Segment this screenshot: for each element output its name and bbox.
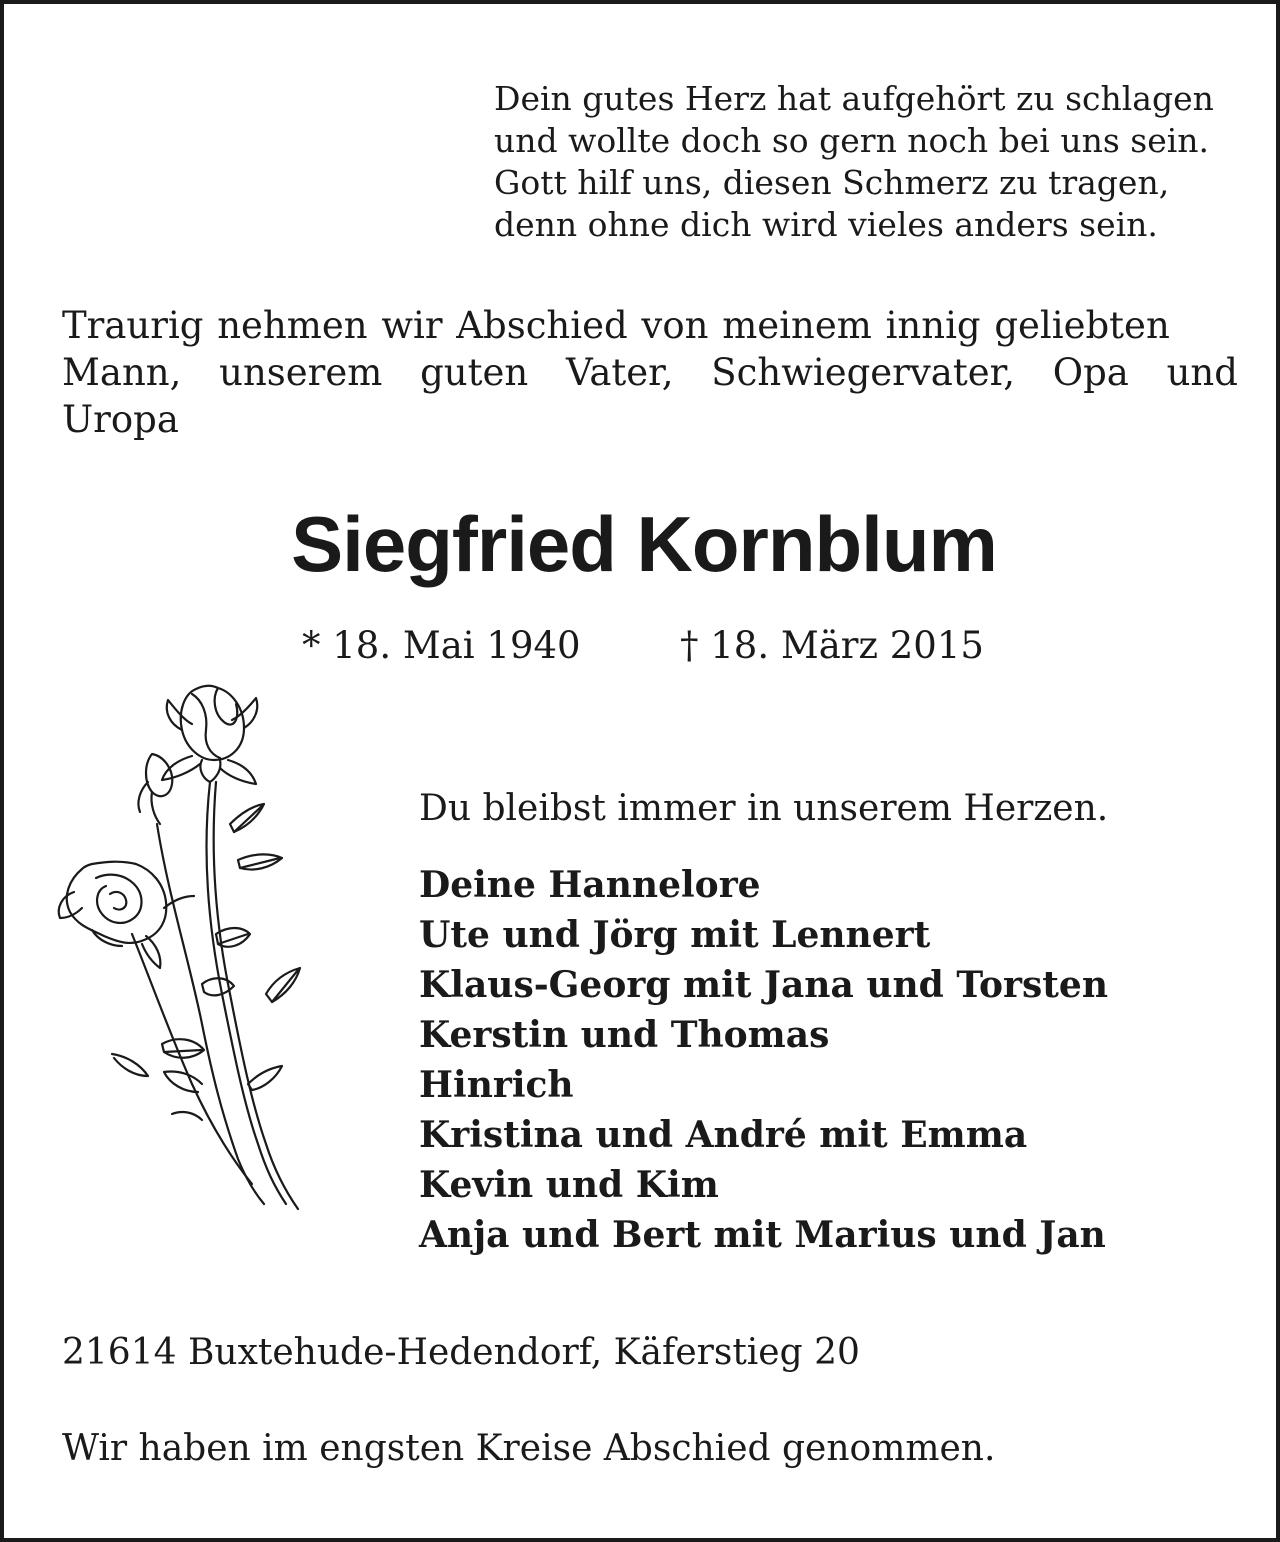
family-list [419,860,1108,1260]
poem-line: Gott hilf uns, diesen Schmerz zu tragen, [494,163,1170,202]
rose-illustration-icon [52,664,322,1224]
family-entry: Klaus-Georg mit Jana und Torsten [419,964,1108,1006]
intro-word: Opa [1052,351,1129,394]
intro-line-1: Traurig nehmen wir Abschied von meinem innig geliebten [62,304,1170,347]
address: 21614 Buxtehude-Hedendorf, Käferstieg 20 [62,1332,860,1373]
family-entry: Anja und Bert mit Marius und Jan [419,1214,1106,1256]
family-entry: Kristina und André mit Emma [419,1114,1028,1156]
intro-text [62,302,1238,443]
poem-line: und wollte doch so gern noch bei uns sein. [494,121,1210,160]
family-entry: Kerstin und Thomas [419,1014,830,1056]
poem-line: Dein gutes Herz hat aufgehört zu schlagen [494,79,1214,118]
family-entry: Ute und Jörg mit Lennert [419,914,931,956]
intro-word: Mann, [62,351,182,394]
intro-word: guten [420,351,529,394]
motto: Du bleibst immer in unserem Herzen. [419,788,1109,829]
death-date: † 18. März 2015 [680,624,984,667]
family-entry: Kevin und Kim [419,1164,719,1206]
family-entry: Deine Hannelore [419,864,761,906]
intro-word: unserem [219,351,383,394]
birth-date: * 18. Mai 1940 [302,624,581,667]
intro-word: und [1166,351,1238,394]
intro-line-3: Uropa [62,398,179,441]
poem-line: denn ohne dich wird vieles anders sein. [494,205,1158,244]
deceased-name: Siegfried Kornblum [291,500,997,588]
intro-word: Schwiegervater, [711,351,1015,394]
intro-line-2 [62,349,1238,396]
family-entry: Hinrich [419,1064,574,1106]
memorial-poem [494,78,1254,246]
intro-word: Vater, [566,351,674,394]
life-dates [4,622,1280,670]
closing-note: Wir haben im engsten Kreise Abschied genommen. [62,1428,996,1469]
